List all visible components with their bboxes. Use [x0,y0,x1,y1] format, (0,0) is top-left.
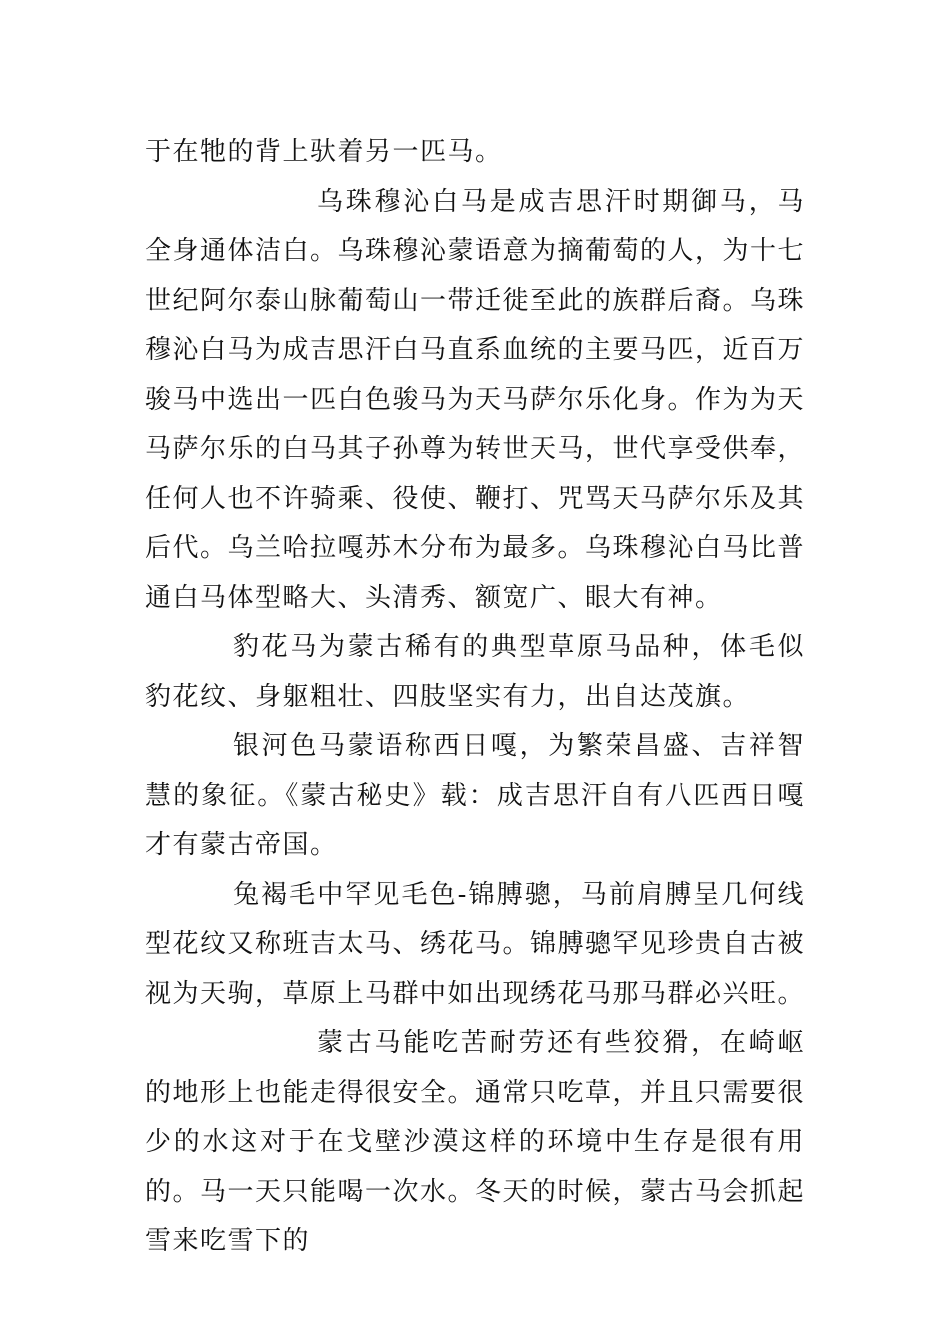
paragraph-continuation: 于在牠的背上驮着另一匹马。 [145,137,503,167]
paragraph-mongolian-horse-traits: 蒙古马能吃苦耐劳还有些狡猾，在崎岖的地形上也能走得很安全。通常只吃草，并且只需要很少的水这对于在戈壁沙漠这样的环境中生存是很有用的。马一天只能喝一次水。冬天的时候，蒙古马会抓起雪来吃雪下的 [145,1028,806,1256]
paragraph-leopard-spotted-horse: 豹花马为蒙古稀有的典型草原马品种，体毛似豹花纹、身躯粗壮、四肢坚实有力，出自达茂旗。 [145,632,805,712]
paragraph-ujimqin-white-horse: 乌珠穆沁白马是成吉思汗时期御马，马全身通体洁白。乌珠穆沁蒙语意为摘葡萄的人，为十七世纪阿尔泰山脉葡萄山一带迁徙至此的族群后裔。乌珠穆沁白马为成吉思汗白马直系血统的主要马匹，近百万骏马中选出一匹白色骏马为天马萨尔乐化身。作为为天马萨尔乐的白马其子孙尊为转世天马，世代享受供奉，任何人也不许骑乘、役使、鞭打、咒骂天马萨尔乐及其后代。乌兰哈拉嘎苏木分布为最多。乌珠穆沁白马比普通白马体型略大、头清秀、额宽广、眼大有神。 [145,186,806,613]
body-text [145,128,805,1267]
paragraph-brocade-shoulder-horse: 兔褐毛中罕见毛色-锦膊骢，马前肩膊呈几何线型花纹又称班吉太马、绣花马。锦膊骢罕见珍贵自古被视为天驹，草原上马群中如出现绣花马那马群必兴旺。 [145,879,806,1009]
paragraph-silver-river-horse: 银河色马蒙语称西日嘎，为繁荣昌盛、吉祥智慧的象征。《蒙古秘史》载：成吉思汗自有八匹西日嘎才有蒙古帝国。 [145,731,805,860]
